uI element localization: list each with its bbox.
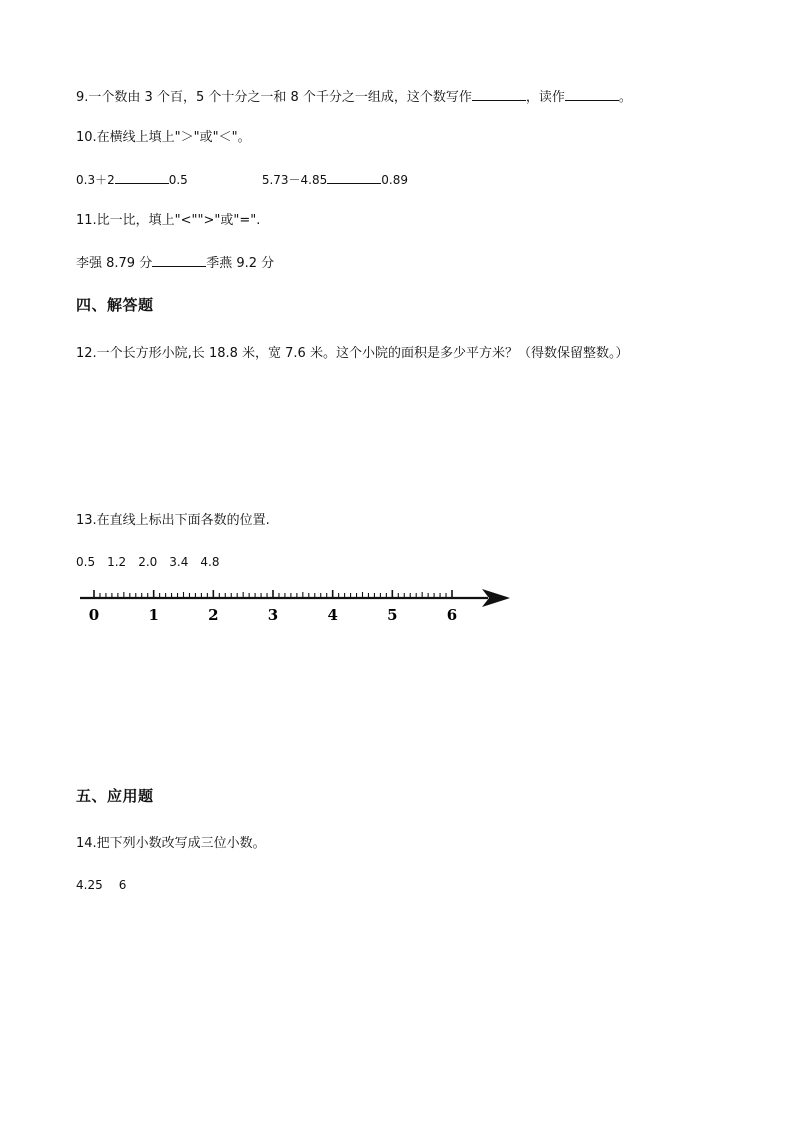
- q9-answer-blank-written[interactable]: [472, 88, 526, 101]
- q9-text-c: 。: [618, 90, 632, 105]
- q13-number: 4.8: [200, 555, 220, 569]
- q13-number: 2.0: [138, 555, 158, 569]
- number-line-label: 3: [267, 606, 279, 624]
- q12-prompt-text: 12.一个长方形小院,长 18.8 米，宽 7.6 米。这个小院的面积是多少平方米？（得数保留整数。）: [76, 346, 629, 361]
- number-line-labels: [89, 606, 457, 624]
- q11-left: 李强 8.79 分: [76, 256, 153, 271]
- q14-prompt-text: 14.把下列小数改写成三位小数。: [76, 836, 266, 851]
- q11-blank[interactable]: [152, 254, 206, 267]
- question-12-prompt: [76, 345, 628, 363]
- question-14-numbers: [76, 876, 138, 894]
- q10-prompt-text: 10.在横线上填上"＞"或"＜"。: [76, 130, 251, 145]
- q14-number: 4.25: [76, 878, 103, 892]
- question-9: [76, 88, 632, 107]
- q9-answer-blank-read[interactable]: [565, 88, 619, 101]
- section-5-title: 五、应用题: [76, 787, 154, 805]
- q10-expr2-left: 5.73－4.85: [261, 173, 328, 187]
- q13-number: 3.4: [169, 555, 189, 569]
- q10-blank-1[interactable]: [115, 171, 169, 184]
- q13-number: 1.2: [107, 555, 127, 569]
- number-line-label: 1: [148, 606, 159, 624]
- q13-prompt-text: 13.在直线上标出下面各数的位置.: [76, 513, 270, 528]
- number-line-label: 4: [327, 606, 338, 624]
- number-line-label: 2: [208, 606, 219, 624]
- question-14-prompt: [76, 835, 266, 853]
- question-11-prompt: [76, 212, 260, 230]
- q11-right: 季燕 9.2 分: [206, 256, 275, 271]
- q10-expr1-left: 0.3＋2: [76, 173, 115, 187]
- q9-text-b: ，读作: [525, 90, 565, 105]
- q14-number: 6: [118, 878, 127, 892]
- question-10-expressions: [76, 171, 408, 189]
- q9-text-a: 9.一个数由 3 个百，5 个十分之一和 8 个千分之一组成，这个数写作: [76, 90, 472, 105]
- q10-blank-2[interactable]: [327, 171, 381, 184]
- question-11-compare: [76, 254, 274, 273]
- number-line-label: 0: [88, 606, 100, 624]
- number-line-label: 6: [446, 606, 458, 624]
- number-line-label: 5: [387, 606, 398, 624]
- section-4-title: 四、解答题: [76, 296, 154, 314]
- number-line-ticks: [94, 590, 452, 598]
- number-line[interactable]: [78, 584, 518, 628]
- question-10-prompt: [76, 129, 251, 147]
- q13-number: 0.5: [76, 555, 96, 569]
- q11-prompt-text: 11.比一比，填上"<"">"或"=".: [76, 213, 261, 228]
- q10-expr1-right: 0.5: [168, 173, 188, 187]
- question-13-prompt: [76, 512, 270, 530]
- question-13-numbers: [76, 553, 231, 571]
- q10-expr2-right: 0.89: [381, 173, 408, 187]
